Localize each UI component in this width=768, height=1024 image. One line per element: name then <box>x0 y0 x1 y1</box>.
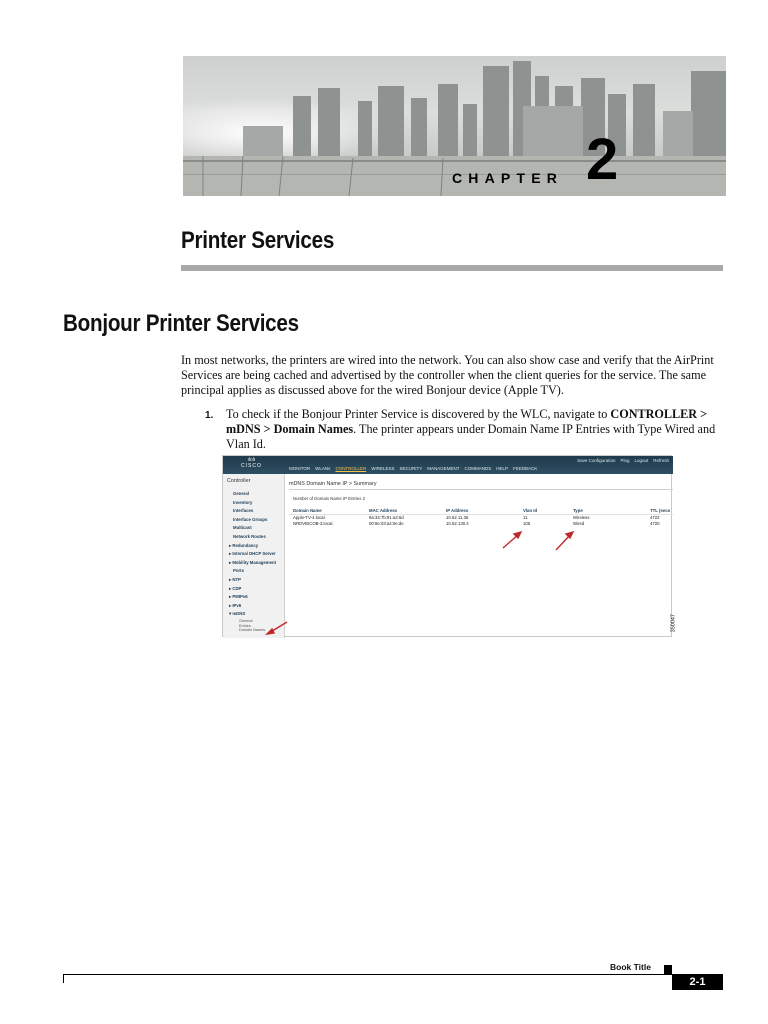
intro-paragraph: In most networks, the printers are wired into the network. You can also show case and verify that the AirPrint Services are being cached and advertised by the controller when the client queries for the service. The same principal applies as discussed above for the wired Bonjour device (Apple TV). <box>181 353 714 397</box>
page-number: 2-1 <box>672 974 723 990</box>
wlc-screenshot <box>222 455 676 637</box>
footer-book-title: Book Title <box>610 962 651 972</box>
table-row: Apple-TV-4.local. 9a:34:7b:91:a3:6d 10.62.11.36 11 Wireless 4722 <box>293 515 660 520</box>
wlc-page-title: mDNS Domain Name IP > Summary <box>289 481 377 487</box>
figure-number: 350047 <box>670 614 676 633</box>
wlc-sidebar: Controller General Inventory Interfaces Interface Groups Multicast Network Routes ▸ Redundancy ▸ Internal DHCP Server ▸ Mobility Management Ports ▸ NTP ▸ CDP ▸ PMIPv6 ▸ IPv6 ▾ mDNS General Entries Domain Names <box>223 474 285 638</box>
step-text: To check if the Bonjour Printer Service is discovered by the WLC, navigate to CONTROLLER > mDNS > Domain Names. The printer appears under Domain Name IP Entries with Type Wired and Vlan Id. <box>226 407 716 451</box>
wlc-top-links: Save Configuration Ping Logout Refresh <box>577 458 669 463</box>
footer-rule <box>63 974 677 975</box>
entry-count: Number of Domain Name IP Entries 2 <box>293 496 366 501</box>
chapter-title: Printer Services <box>181 227 335 254</box>
wlc-menu: MONITOR WLANs CONTROLLER WIRELESS SECURITY MANAGEMENT COMMANDS HELP FEEDBACK <box>289 466 538 471</box>
step-number: 1. <box>205 410 214 421</box>
menu-path: CONTROLLER > mDNS > Domain Names <box>226 407 708 436</box>
callout-arrows <box>223 456 673 638</box>
section-title: Bonjour Printer Services <box>63 310 299 337</box>
chapter-number: 2 <box>586 127 619 192</box>
table-row: NRDVBICOB-3.local. 00:8e:03:a4:0e:de 10.62.130.4 105 Wired 4720 <box>293 521 660 526</box>
chapter-label: CHAPTER <box>452 170 564 186</box>
step-1 <box>205 407 725 452</box>
table-header: Domain Name MAC Address IP Address Vlan Id Type TTL (seco <box>289 508 673 515</box>
title-rule <box>181 265 723 271</box>
cisco-logo: ılıılı CISCO <box>241 457 262 469</box>
